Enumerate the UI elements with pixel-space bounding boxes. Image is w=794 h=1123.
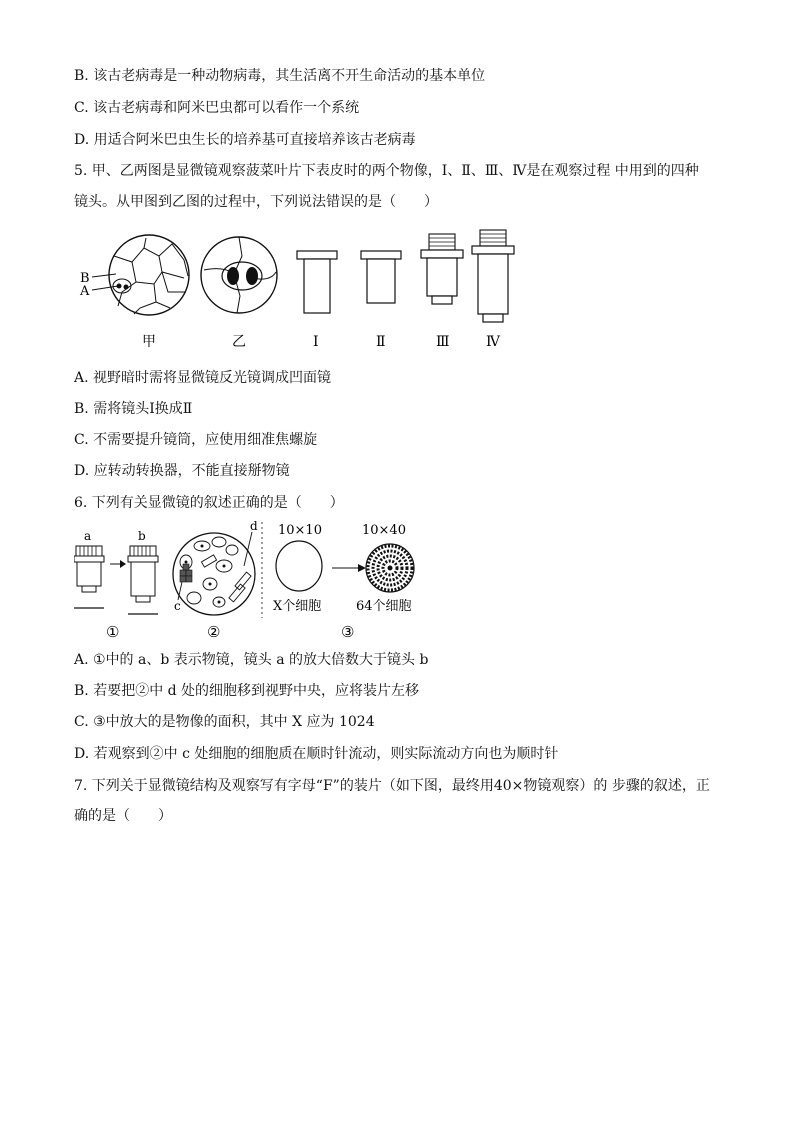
q5-stem-line2: 镜头。从甲图到乙图的过程中，下列说法错误的是（ ） <box>74 194 438 210</box>
label-b: B <box>80 271 90 286</box>
q5-option-a: A. 视野暗时需将显微镜反光镜调成凹面镜 <box>74 370 332 386</box>
label-a: a <box>84 529 92 543</box>
label-c: c <box>174 599 181 613</box>
q5-option-b: B. 需将镜头Ⅰ换成Ⅱ <box>74 401 193 417</box>
mag-low: 10×10 <box>278 523 322 538</box>
x-cells-label: X个细胞 <box>273 599 322 614</box>
mag-high: 10×40 <box>362 523 406 538</box>
q6-stem: 6. 下列有关显微镜的叙述正确的是（ ） <box>74 495 344 511</box>
q6-figure <box>74 518 424 642</box>
label-ii: Ⅱ <box>376 334 386 350</box>
label-n2: ② <box>207 623 221 641</box>
yi-field-diagram <box>201 237 277 313</box>
jia-field-diagram <box>92 235 189 315</box>
objective-b <box>128 546 158 614</box>
label-yi: 乙 <box>232 334 246 350</box>
q6-option-a: A. ①中的 a、b 表示物镜，镜头 a 的放大倍数大于镜头 b <box>74 652 429 668</box>
label-iv: Ⅳ <box>486 334 500 350</box>
field-of-view <box>173 532 255 615</box>
q5-option-d: D. 应转动转换器，不能直接掰物镜 <box>74 463 290 479</box>
eyepiece-ii <box>361 251 401 303</box>
label-iii: Ⅲ <box>436 334 450 350</box>
q5-figure <box>74 226 534 354</box>
label-i: Ⅰ <box>313 334 319 350</box>
q7-stem-line2: 确的是（ ） <box>74 808 172 824</box>
q4-option-b: B. 该古老病毒是一种动物病毒，其生活离不开生命活动的基本单位 <box>74 68 486 84</box>
q5-option-c: C. 不需要提升镜筒，应使用细准焦螺旋 <box>74 432 318 448</box>
high-mag-field <box>366 544 414 592</box>
objective-iv <box>472 230 514 322</box>
q6-option-b: B. 若要把②中 d 处的细胞移到视野中央，应将装片左移 <box>74 683 420 699</box>
label-jia: 甲 <box>142 334 156 350</box>
low-mag-field <box>276 541 322 591</box>
label-a: A <box>80 284 90 299</box>
n-cells-label: 64个细胞 <box>356 599 412 614</box>
q5-stem-line1: 5. 甲、乙两图是显微镜观察菠菜叶片下表皮时的两个物像，Ⅰ、Ⅱ、Ⅲ、Ⅳ是在观察过程 中用到的四种 <box>74 163 699 179</box>
objective-a <box>74 546 104 608</box>
label-n3: ③ <box>341 623 355 641</box>
q4-option-d: D. 用适合阿米巴虫生长的培养基可直接培养该古老病毒 <box>74 132 416 148</box>
objective-iii <box>421 234 463 304</box>
label-b: b <box>138 529 146 543</box>
q4-option-c: C. 该古老病毒和阿米巴虫都可以看作一个系统 <box>74 100 360 116</box>
eyepiece-i <box>297 251 337 313</box>
label-d: d <box>250 519 258 533</box>
q6-option-d: D. 若观察到②中 c 处细胞的细胞质在顺时针流动，则实际流动方向也为顺时针 <box>74 746 559 762</box>
label-n1: ① <box>106 623 120 641</box>
q6-option-c: C. ③中放大的是物像的面积，其中 X 应为 1024 <box>74 714 375 730</box>
q7-stem-line1: 7. 下列关于显微镜结构及观察写有字母“F”的装片（如下图，最终用40×物镜观察）的 步骤的叙述，正 <box>74 778 710 794</box>
